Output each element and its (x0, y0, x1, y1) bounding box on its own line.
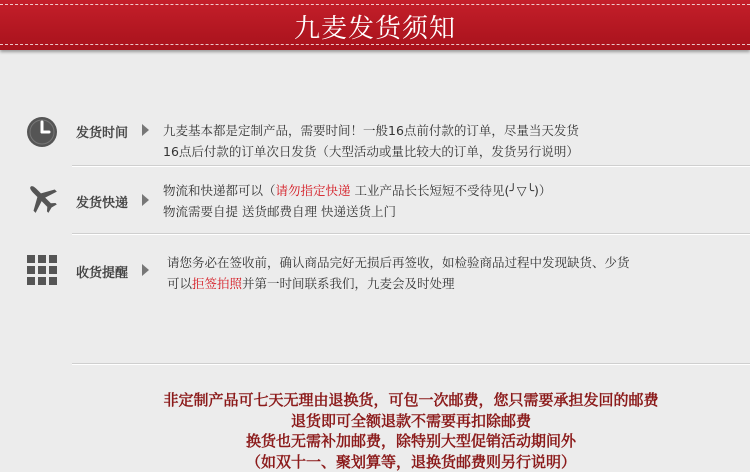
courier-text-b: 工业产品长长短短不受待见(╯▽╰)） (351, 183, 552, 198)
row-text-line1 (163, 180, 551, 201)
row-courier (0, 164, 750, 234)
reminder-text-b: 并第一时间联系我们，九麦会及时处理 (242, 276, 455, 291)
row-shipping-time (0, 96, 750, 166)
return-policy (72, 390, 750, 472)
clock-icon (24, 114, 60, 150)
banner-stitch-bottom (0, 44, 750, 45)
reminder-text-a: 可以 (167, 276, 192, 291)
row-label: 收货提醒 (76, 262, 128, 281)
return-policy-line1: 非定制产品可七天无理由退换货，可包一次邮费，您只需要承担发回的邮费 (72, 390, 750, 411)
arrow-right-icon (142, 264, 149, 276)
courier-warning-red: 请勿指定快递 (276, 183, 351, 198)
page-title: 九麦发货须知 (0, 8, 750, 45)
row-text-line2: 物流需要自提 送货邮费自理 快递送货上门 (163, 201, 396, 222)
grid-icon (24, 252, 60, 288)
return-policy-line2: 退货即可全额退款不需要再扣除邮费 (72, 411, 750, 432)
row-text-line2 (167, 273, 455, 294)
arrow-right-icon (142, 124, 149, 136)
section-divider (72, 363, 750, 364)
arrow-right-icon (142, 194, 149, 206)
reminder-warning-red: 拒签拍照 (192, 276, 242, 291)
return-policy-line4: （如双十一、聚划算等，退换货邮费则另行说明） (72, 452, 750, 472)
airplane-icon (24, 180, 60, 216)
return-policy-line3: 换货也无需补加邮费，除特别大型促销活动期间外 (72, 431, 750, 452)
banner-stitch-top (0, 4, 750, 5)
row-label: 发货快递 (76, 192, 128, 211)
row-receiving-reminder (0, 234, 750, 304)
row-label: 发货时间 (76, 122, 128, 141)
title-banner (0, 0, 750, 50)
row-text-line2: 16点后付款的订单次日发货（大型活动或量比较大的订单，发货另行说明） (163, 141, 579, 162)
row-text-line1: 九麦基本都是定制产品，需要时间！一般16点前付款的订单，尽量当天发货 (163, 120, 579, 141)
courier-text-a: 物流和快递都可以（ (163, 183, 276, 198)
row-text-line1: 请您务必在签收前，确认商品完好无损后再签收，如检验商品过程中发现缺货、少货 (167, 252, 630, 273)
